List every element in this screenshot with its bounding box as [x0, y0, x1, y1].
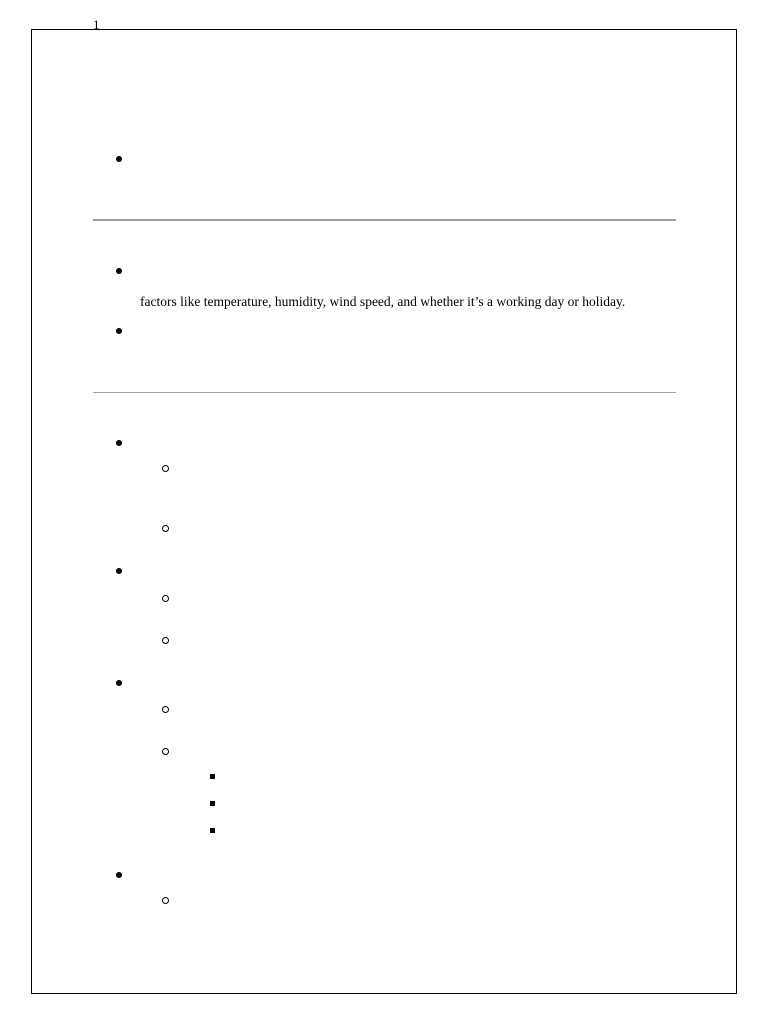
bullet-disc	[116, 328, 122, 334]
bullet-disc	[116, 156, 122, 162]
bullet-circle	[162, 706, 169, 713]
horizontal-rule	[93, 392, 676, 393]
bullet-disc	[116, 268, 122, 274]
bullet-disc	[116, 680, 122, 686]
bullet-circle	[162, 465, 169, 472]
bullet-circle	[162, 637, 169, 644]
bullet-circle	[162, 748, 169, 755]
horizontal-rule	[93, 219, 676, 221]
page-number: 1	[93, 17, 100, 32]
paragraph-text: factors like temperature, humidity, wind speed, and whether it’s a working day or holiday.	[140, 294, 626, 309]
page-border	[31, 29, 737, 994]
bullet-circle	[162, 595, 169, 602]
bullet-square	[210, 828, 215, 833]
bullet-disc	[116, 568, 122, 574]
bullet-circle	[162, 525, 169, 532]
bullet-square	[210, 801, 215, 806]
bullet-disc	[116, 872, 122, 878]
bullet-circle	[162, 897, 169, 904]
bullet-disc	[116, 440, 122, 446]
bullet-square	[210, 774, 215, 779]
